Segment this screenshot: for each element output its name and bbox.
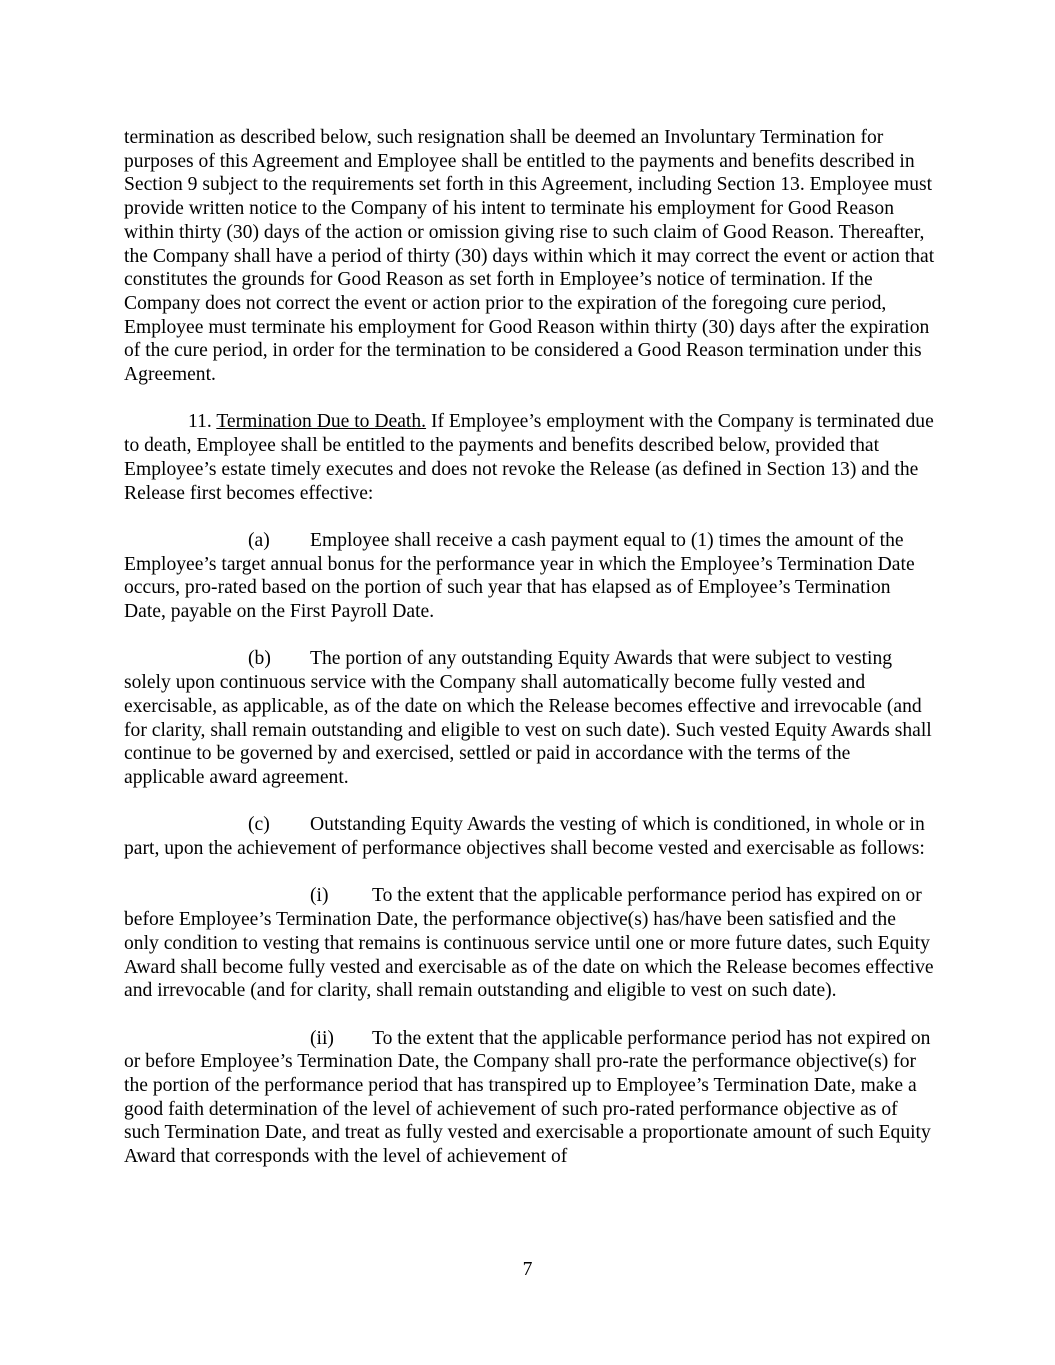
paragraph-good-reason-continuation: termination as described below, such resignation shall be deemed an Involuntary Termination for purposes of this Agreement and Employee shall be entitled to the payments and benefits described in Section 9 subject to the requirements set forth in this Agreement, including Section 13. Employee must provide written notice to the Company of his intent to terminate his employment for Good Reason within thirty (30) days of the action or omission giving rise to such claim of Good Reason. Thereafter, the Company shall have a period of thirty (30) days within which it may correct the event or action that constitutes the grounds for Good Reason as set forth in Employee’s notice of termination. If the Company does not correct the event or action prior to the expiration of the foregoing cure period, Employee must terminate his employment for Good Reason within thirty (30) days after the expiration of the cure period, in order for the termination to be considered a Good Reason termination under this Agreement.	[124, 127, 935, 386]
clause-text: To the extent that the applicable performance period has not expired on or before Employee’s Termination Date, the Company shall pro-rate the performance objective(s) for the portion of the performance period that has transpired up to Employee’s Termination Date, make a good faith determination of the level of achievement of such pro-rated performance objective as of such Termination Date, and treat as fully vested and exercisable a proportionate amount of such Equity Award that corresponds with the level of achievement of	[124, 1027, 931, 1168]
subsection-text: The portion of any outstanding Equity Awards that were subject to vesting solely upon continuous service with the Company shall automatically become fully vested and exercisable, as applicable, as of the date on which the Release becomes effective and irrevocable (and for clarity, shall remain outstanding and eligible to vest on such date). Such vested Equity Awards shall continue to be governed by and exercised, settled or paid in accordance with the terms of the applicable award agreement.	[124, 648, 932, 788]
clause-ii	[124, 1027, 935, 1169]
subsection-text: Employee shall receive a cash payment equal to (1) times the amount of the Employee’s target annual bonus for the performance year in which the Employee’s Termination Date occurs, pro-rated based on the portion of such year that has elapsed as of Employee’s Termination Date, payable on the First Payroll Date.	[124, 529, 915, 623]
subsection-text: Outstanding Equity Awards the vesting of which is conditioned, in whole or in part, upon the achievement of performance objectives shall become vested and exercisable as follows:	[124, 814, 925, 860]
clause-marker: (i)	[310, 885, 329, 907]
section-number: 11.	[188, 411, 212, 433]
clause-text: To the extent that the applicable performance period has expired on or before Employee’s Termination Date, the performance objective(s) has/have been satisfied and the only condition to vesting that remains is continuous service until one or more future dates, such Equity Award shall become fully vested and exercisable as of the date on which the Release becomes effective and irrevocable (and for clarity, shall remain outstanding and eligible to vest on such date).	[124, 885, 934, 1002]
subsection-b	[124, 647, 935, 789]
section-heading: Termination Due to Death.	[216, 411, 427, 433]
subsection-marker: (a)	[248, 529, 270, 551]
subsection-c	[124, 813, 935, 860]
document-body	[124, 126, 935, 1193]
subsection-marker: (b)	[248, 648, 271, 670]
page-number: 7	[522, 1259, 533, 1280]
section-11-termination-due-to-death	[124, 410, 935, 505]
subsection-a	[124, 529, 935, 624]
subsection-marker: (c)	[248, 814, 270, 836]
clause-marker: (ii)	[310, 1027, 334, 1049]
section-text: If Employee’s employment with the Company is terminated due to death, Employee shall be entitled to the payments and benefits described below, provided that Employee’s estate timely executes and does not revoke the Release (as defined in Section 13) and the Release first becomes effective:	[124, 411, 934, 504]
clause-i	[124, 884, 935, 1003]
